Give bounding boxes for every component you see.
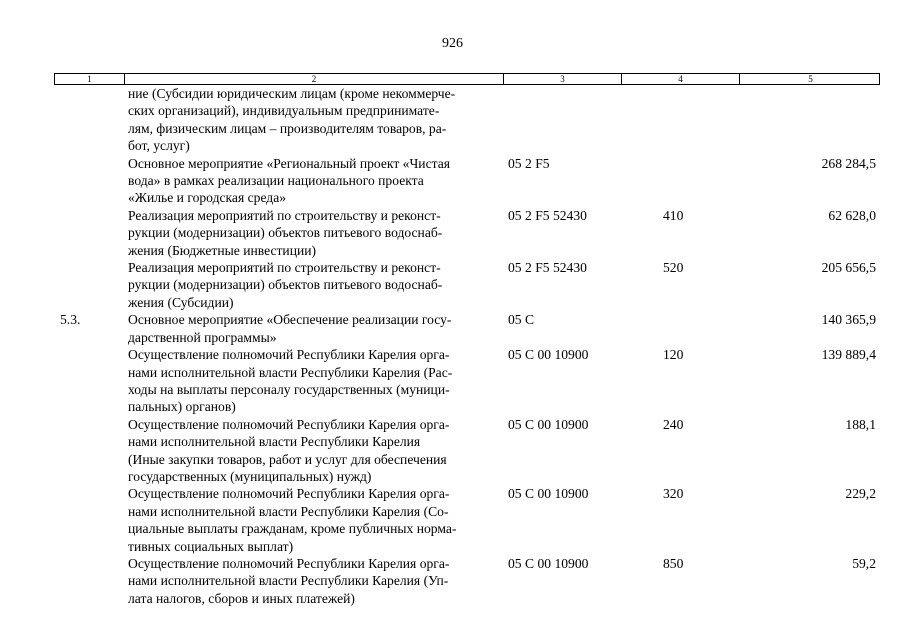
row-target-code bbox=[502, 85, 620, 155]
row-expense-type bbox=[620, 85, 738, 155]
description-line: вода» в рамках реализации национального проекта bbox=[128, 173, 424, 189]
description-line: тивных социальных выплат) bbox=[128, 538, 294, 554]
row-expense-type: 320 bbox=[663, 486, 684, 502]
description-line: «Жилье и городская среда» bbox=[128, 190, 287, 206]
description-line: пальных) органов) bbox=[128, 399, 236, 415]
header-cell-4: 4 bbox=[621, 74, 739, 84]
row-expense-type bbox=[620, 311, 738, 346]
description-line: (Иные закупки товаров, работ и услуг для обеспечения bbox=[128, 451, 447, 467]
row-number bbox=[54, 259, 123, 311]
row-expense-type: 410 bbox=[663, 207, 684, 223]
description-line: рукции (модернизации) объектов питьевого водоснаб- bbox=[128, 225, 443, 241]
description-line: Реализация мероприятий по строительству и реконст- bbox=[128, 207, 441, 223]
row-description bbox=[123, 416, 502, 486]
description-line: Осуществление полномочий Республики Карелия орга- bbox=[128, 347, 450, 363]
row-expense-type bbox=[620, 155, 738, 207]
row-amount: 268 284,5 bbox=[821, 155, 876, 171]
description-line: Осуществление полномочий Республики Карелия орга- bbox=[128, 416, 450, 432]
row-expense-type: 120 bbox=[663, 347, 684, 363]
row-target-code: 05 С 00 10900 bbox=[508, 347, 589, 363]
row-description bbox=[123, 485, 502, 555]
row-expense-type: 850 bbox=[663, 555, 684, 571]
row-number bbox=[54, 155, 123, 207]
description-line: лата налогов, сборов и иных платежей) bbox=[128, 590, 355, 606]
row-description bbox=[123, 85, 502, 155]
row-description bbox=[123, 311, 502, 346]
table-row bbox=[54, 207, 880, 259]
row-number: 5.3. bbox=[60, 312, 81, 328]
row-number bbox=[54, 555, 123, 607]
description-line: Реализация мероприятий по строительству и реконст- bbox=[128, 260, 441, 276]
description-line: лям, физическим лицам – производителям товаров, ра- bbox=[128, 120, 447, 136]
row-description bbox=[123, 555, 502, 607]
table-row bbox=[54, 155, 880, 207]
description-line: ских организаций), индивидуальным предпринимате- bbox=[128, 103, 440, 119]
row-target-code: 05 С 00 10900 bbox=[508, 555, 589, 571]
budget-table bbox=[54, 73, 880, 607]
row-description bbox=[123, 207, 502, 259]
header-cell-1: 1 bbox=[87, 74, 92, 84]
description-line: бот, услуг) bbox=[128, 138, 190, 154]
page-number: 926 bbox=[442, 36, 463, 51]
description-line: нами исполнительной власти Республики Карелия (Рас- bbox=[128, 364, 453, 380]
description-line: Основное мероприятие «Обеспечение реализации госу- bbox=[128, 312, 452, 328]
table-body bbox=[54, 85, 880, 607]
description-line: нами исполнительной власти Республики Карелия (Со- bbox=[128, 503, 449, 519]
table-row bbox=[54, 311, 880, 346]
row-description bbox=[123, 155, 502, 207]
row-description bbox=[123, 346, 502, 416]
description-line: ходы на выплаты персоналу государственных (муници- bbox=[128, 381, 450, 397]
row-target-code: 05 С 00 10900 bbox=[508, 416, 589, 432]
row-expense-type: 240 bbox=[663, 416, 684, 432]
description-line: циальные выплаты гражданам, кроме публичных норма- bbox=[128, 521, 457, 537]
row-amount: 229,2 bbox=[845, 486, 876, 502]
row-number bbox=[54, 485, 123, 555]
row-number bbox=[54, 346, 123, 416]
table-header-row bbox=[54, 73, 880, 85]
header-cell-5: 5 bbox=[739, 74, 881, 84]
description-line: жения (Бюджетные инвестиции) bbox=[128, 242, 317, 258]
description-line: ние (Субсидии юридическим лицам (кроме некоммерче- bbox=[128, 86, 456, 101]
row-amount: 59,2 bbox=[852, 555, 876, 571]
description-line: нами исполнительной власти Республики Карелия bbox=[128, 434, 421, 450]
table-row bbox=[54, 416, 880, 486]
row-expense-type: 520 bbox=[663, 260, 684, 276]
row-target-code: 05 2 F5 52430 bbox=[508, 260, 587, 276]
description-line: государственных (муниципальных) нужд) bbox=[128, 468, 372, 484]
row-amount: 205 656,5 bbox=[821, 260, 876, 276]
description-line: дарственной программы» bbox=[128, 329, 277, 345]
table-row bbox=[54, 555, 880, 607]
header-cell-3: 3 bbox=[503, 74, 621, 84]
row-target-code: 05 2 F5 bbox=[508, 155, 550, 171]
description-line: Основное мероприятие «Региональный проект «Чистая bbox=[128, 155, 451, 171]
table-row bbox=[54, 346, 880, 416]
row-description bbox=[123, 259, 502, 311]
row-target-code: 05 С 00 10900 bbox=[508, 486, 589, 502]
table-row bbox=[54, 485, 880, 555]
description-line: нами исполнительной власти Республики Карелия (Уп- bbox=[128, 573, 449, 589]
row-amount bbox=[738, 85, 880, 155]
description-line: Осуществление полномочий Республики Карелия орга- bbox=[128, 555, 450, 571]
table-row bbox=[54, 85, 880, 155]
header-cell-2: 2 bbox=[124, 74, 503, 84]
row-target-code: 05 2 F5 52430 bbox=[508, 207, 587, 223]
row-target-code: 05 С bbox=[508, 312, 535, 328]
row-number bbox=[54, 416, 123, 486]
description-line: жения (Субсидии) bbox=[128, 294, 234, 310]
description-line: рукции (модернизации) объектов питьевого водоснаб- bbox=[128, 277, 443, 293]
table-row bbox=[54, 259, 880, 311]
description-line: Осуществление полномочий Республики Карелия орга- bbox=[128, 486, 450, 502]
row-amount: 62 628,0 bbox=[828, 207, 876, 223]
row-number bbox=[54, 85, 123, 155]
row-amount: 188,1 bbox=[845, 416, 876, 432]
row-amount: 140 365,9 bbox=[821, 312, 876, 328]
row-amount: 139 889,4 bbox=[821, 347, 876, 363]
row-number bbox=[54, 207, 123, 259]
